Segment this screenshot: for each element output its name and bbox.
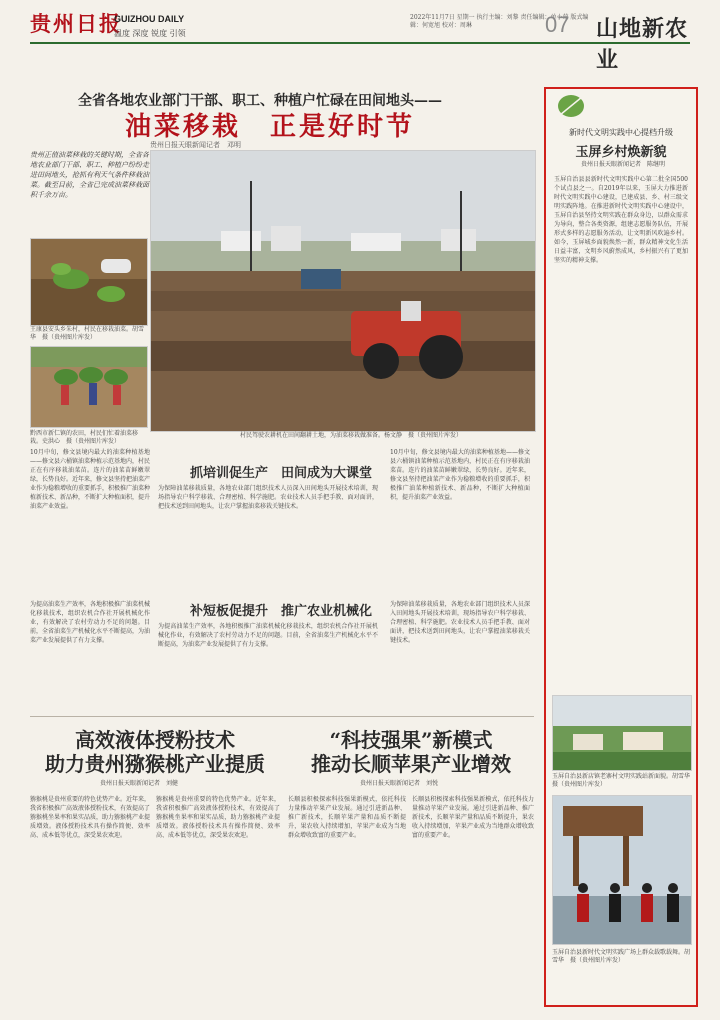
lead-body-col-4: 为提高油菜生产效率，各地积极推广油菜机械化移栽技术，组织农机合作社开展机械化作业，有效解决了农村劳动力不足的问题。目前，全省油菜生产机械化水平不断提高，为油菜产业发展提供了有力支撑。: [30, 601, 150, 644]
lead-kicker: 全省各地农业部门干部、职工、种植户忙碌在田间地头——: [78, 93, 442, 109]
photo-caption-main: 村民驾驶农耕机在田间翻耕土地，为油菜移栽做准备。杨文静 摄（贵州图片库发）: [240, 432, 463, 439]
section-divider: [30, 716, 534, 717]
village-illustration: [553, 696, 691, 770]
leaf-icon: [556, 93, 586, 119]
right-caption-1: 玉屏自治县新店镇老寨村文明实践站新面貌。胡雪华 摄（贵州图片库发）: [552, 773, 697, 788]
newspaper-logo: 贵州日报: [30, 11, 122, 36]
field-workers-illustration: [31, 347, 147, 427]
lead-headline: 油菜移栽 正是好时节: [124, 112, 415, 142]
lead-body-col-6: 为保障油菜移栽质量，各地农业部门组织技术人员深入田间地头开展技术培训，现场指导农户科学移栽、合理密植、科学施肥。农业技术人员手把手教、面对面讲，把技术送到田间地头，让农户掌握油菜移栽关键技术。: [390, 601, 530, 644]
right-body: 玉屏自治县县新时代文明实践中心第二批全国500个试点县之一。自2019年以来，玉屏大力推进新时代文明实践中心建设，已建成县、乡、村三级文明实践阵地。在推进新时代文明实践中心建设中，玉屏自治县坚持文明实践在群众身边，以群众需求为导向，整合各类资源，组建志愿服务队伍，开展形式多样的志愿服务活动，让文明新风吹遍乡村。如今，玉屏城乡面貌焕然一新，群众精神文化生活日益丰富，文明乡风蔚然成风，乡村振兴有了更加坚实的精神支撑。: [554, 176, 688, 264]
kiwi-article-headline: 高效液体授粉技术 助力贵州猕猴桃产业提质: [45, 728, 265, 776]
lead-subhead-1: 抓培训促生产 田间成为大课堂: [190, 466, 373, 481]
lead-body-col-5: 为提高油菜生产效率，各地积极推广油菜机械化移栽技术，组织农机合作社开展机械化作业，有效解决了农村劳动力不足的问题。目前，全省油菜生产机械化水平不断提高，为油菜产业发展提供了有力支撑。: [158, 623, 378, 648]
tractor-field-illustration: [151, 151, 535, 431]
apple-article-byline: 贵州日报天眼新闻记者 刘悦: [360, 780, 439, 787]
apple-article-body-col-1: 长顺县积极探索科技强果新模式，依托科技力量推动苹果产业发展。通过引进新品种、推广新技术，长顺苹果产量和品质不断提升，果农收入持续增加，苹果产业成为当地群众增收致富的重要产业。: [288, 796, 406, 839]
lead-byline: 贵州日报天眼新闻记者 邓明: [150, 141, 241, 149]
dancers-illustration: [553, 796, 691, 944]
lead-intro: 贵州正值油菜移栽的关键时期，全省各地农业部门干部、职工、种植户纷纷走进田间地头，抢抓有利天气条件移栽油菜。截至目前，全省已完成油菜移栽面积千余万亩。: [30, 151, 149, 199]
photo-village: [552, 695, 692, 771]
lead-body-col-3: 10月中旬，修文县境内最大的油菜种植基地——修文县六桶镇油菜种植示范基地内，村民正在有序移栽油菜苗。连片的油菜苗鲜嫩翠绿，长势良好。近年来，修文县坚持把油菜产业作为稳粮增收的重要抓手，积极推广油菜种植新技术、新品种，不断扩大种植面积，提升油菜产业效益。: [390, 449, 530, 501]
kiwi-article-body-col-2: 猕猴桃是贵州重要的特色优势产业。近年来，我省积极推广高效液体授粉技术，有效提高了猕猴桃坐果率和果实品质，助力猕猴桃产业提质增效。液体授粉技术具有操作简便、效率高、成本低等优点，深受果农欢迎。: [156, 796, 280, 839]
kiwi-article-byline: 贵州日报天眼新闻记者 刘健: [100, 780, 179, 787]
lead-body-col-2: 为保障油菜移栽质量，各地农业部门组织技术人员深入田间地头开展技术培训，现场指导农户科学移栽、合理密植、科学施肥。农业技术人员手把手教、面对面讲，把技术送到田间地头，让农户掌握油菜移栽关键技术。: [158, 485, 378, 510]
right-headline: 玉屏乡村焕新貌: [575, 145, 667, 160]
photo-caption-2: 黔西市新仁镇的农田，村民们忙着油菜移栽。史洪心 摄（贵州图片库发）: [30, 430, 139, 445]
right-kicker: 新时代文明实践中心提档升级: [569, 128, 673, 137]
right-caption-2: 玉屏自治县新时代文明实践广场上群众载歌载舞。胡雪华 摄（贵州图片库发）: [552, 949, 691, 964]
kiwi-article-body-col-1: 猕猴桃是贵州重要的特色优势产业。近年来，我省积极推广高效液体授粉技术，有效提高了猕猴桃坐果率和果实品质，助力猕猴桃产业提质增效。液体授粉技术具有操作简便、效率高、成本低等优点，深受果农欢迎。: [30, 796, 150, 839]
photo-caption-1: 王康县安头乡朱村，村民在移栽油菜。胡雪华 摄（贵州图片库发）: [30, 326, 145, 341]
photo-field-workers: [30, 346, 148, 428]
lead-subhead-2: 补短板促提升 推广农业机械化: [190, 604, 373, 619]
newspaper-slogan: 温度 深度 锐度 引领: [114, 29, 186, 38]
section-title: 山地新农业: [596, 16, 689, 73]
lead-body-col-1: 10月中旬，修文县境内最大的油菜种植基地——修文县六桶镇油菜种植示范基地内，村民正在有序移栽油菜苗。连片的油菜苗鲜嫩翠绿，长势良好。近年来，修文县坚持把油菜产业作为稳粮增收的重要抓手，积极推广油菜种植新技术、新品种，不断扩大种植面积，提升油菜产业效益。: [30, 449, 150, 510]
masthead-rule: [30, 42, 690, 44]
edition-info: 2022年11月7日 星期一 执行主编：刘黎 责任编辑：单小菊 版式编辑：何宽旭 校对：周琳: [410, 14, 589, 29]
photo-seedling-planting: [30, 238, 148, 326]
right-column-box: [544, 87, 698, 1007]
photo-tractor-field: [150, 150, 536, 432]
masthead: [30, 8, 690, 73]
seedling-illustration: [31, 239, 147, 325]
apple-article-headline: “科技强果”新模式 推动长顺苹果产业增效: [311, 728, 511, 776]
apple-article-body-col-2: 长顺县积极探索科技强果新模式，依托科技力量推动苹果产业发展。通过引进新品种、推广新技术，长顺苹果产量和品质不断提升，果农收入持续增加，苹果产业成为当地群众增收致富的重要产业。: [412, 796, 534, 839]
newspaper-name-en: GUIZHOU DAILY: [114, 14, 185, 24]
right-byline: 贵州日报天眼新闻记者 陈继明: [580, 161, 665, 168]
page-number: 07: [545, 12, 570, 37]
photo-dancers: [552, 795, 692, 945]
